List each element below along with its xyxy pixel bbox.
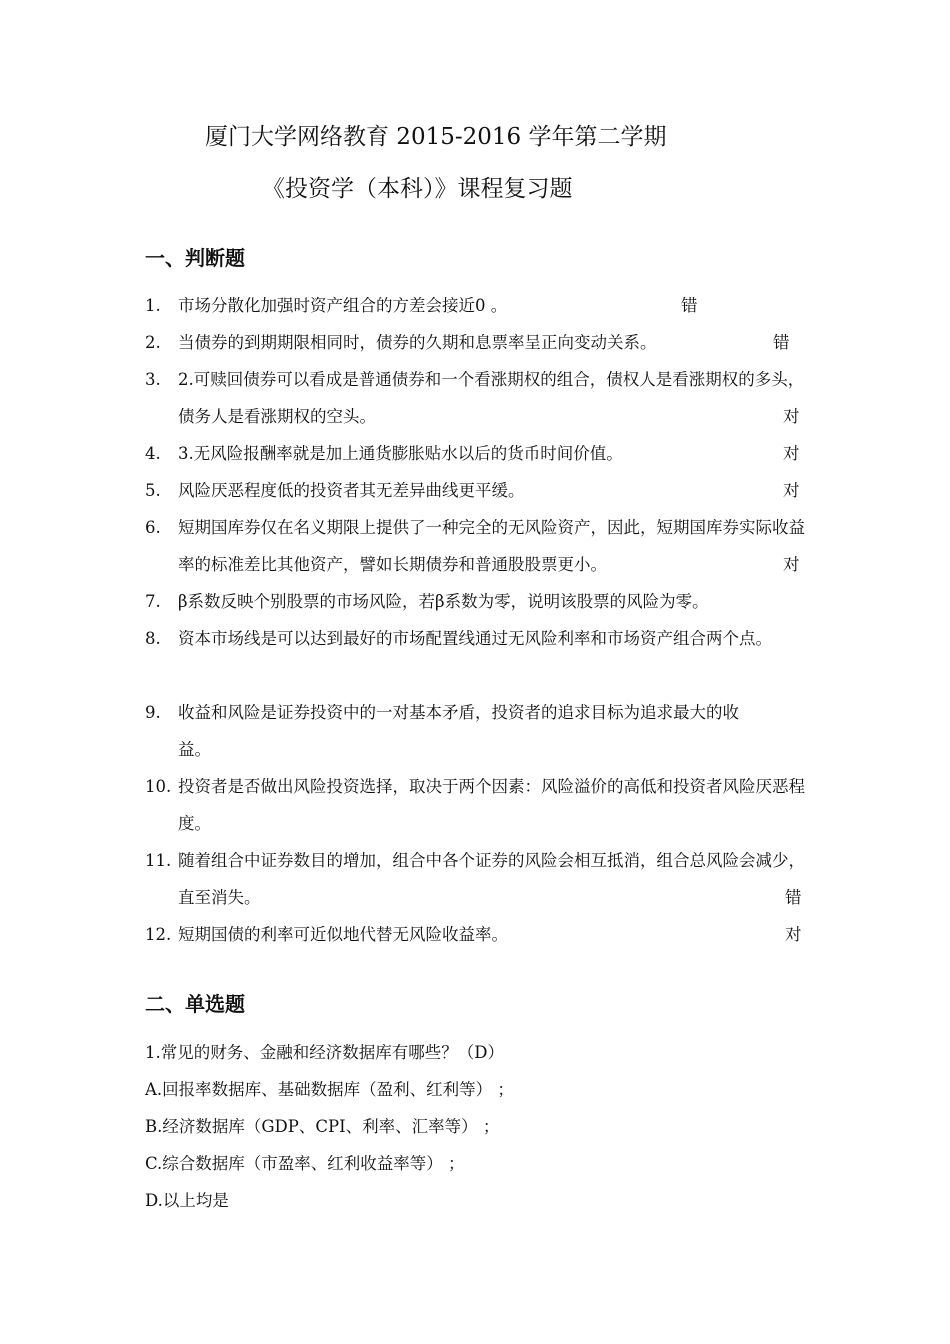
item-text: 短期国债的利率可近似地代替无风险收益率。: [178, 925, 508, 944]
item-answer: 对: [783, 444, 800, 463]
true-false-item: [145, 435, 810, 472]
item-answer: 对: [783, 407, 800, 426]
item-number: 6.: [145, 518, 161, 537]
item-text: 投资者是否做出风险投资选择，取决于两个因素：风险溢价的高低和投资者风险厌恶程度。: [178, 777, 805, 833]
item-text: 收益和风险是证券投资中的一对基本矛盾，投资者的追求目标为追求最大的收益。: [178, 703, 739, 759]
item-text: 短期国库券仅在名义期限上提供了一种完全的无风险资产，因此，短期国库券实际收益率的标准差比其他资产，譬如长期债券和普通股股票更小。: [178, 518, 805, 574]
item-text: 当债券的到期期限相同时，债券的久期和息票率呈正向变动关系。: [178, 333, 657, 352]
item-answer: 对: [783, 555, 800, 574]
item-number: 12.: [145, 925, 172, 944]
option-a: A.回报率数据库、基础数据库（盈利、红利等） ；: [145, 1080, 514, 1099]
item-text: 风险厌恶程度低的投资者其无差异曲线更平缓。: [178, 481, 525, 500]
item-number: 5.: [145, 481, 161, 500]
option-b: B.经济数据库（GDP、CPI、利率、汇率等） ；: [145, 1117, 500, 1136]
item-answer: 错: [773, 333, 790, 352]
item-number: 8.: [145, 629, 161, 648]
item-answer: 对: [783, 481, 800, 500]
item-number: 3.: [145, 370, 161, 389]
item-text: 随着组合中证券数目的增加，组合中各个证券的风险会相互抵消，组合总风险会减少，直至消失。: [178, 851, 805, 907]
true-false-item: [145, 583, 810, 620]
option-d: D.以上均是: [145, 1191, 229, 1210]
section-heading-single-choice: 二、单选题: [145, 992, 245, 1016]
item-number: 10.: [145, 777, 172, 796]
item-answer: 错: [681, 296, 698, 315]
true-false-item: [145, 694, 760, 768]
section-heading-true-false: 一、判断题: [145, 246, 245, 270]
document-title-line2: 《投资学（本科）》课程复习题: [262, 176, 573, 202]
item-number: 2.: [145, 333, 161, 352]
item-number: 1.: [145, 296, 161, 315]
true-false-item: [145, 361, 810, 435]
true-false-item: [145, 916, 810, 953]
true-false-item: [145, 324, 810, 361]
item-text: 市场分散化加强时资产组合的方差会接近0 。: [178, 296, 508, 315]
item-number: 9.: [145, 703, 161, 722]
true-false-item: [145, 472, 810, 509]
item-text: 3.无风险报酬率就是加上通货膨胀贴水以后的货币时间价值。: [178, 444, 623, 463]
item-text: β系数反映个别股票的市场风险，若β系数为零，说明该股票的风险为零。: [178, 592, 709, 611]
question-text: 1.常见的财务、金融和经济数据库有哪些？（D）: [145, 1043, 504, 1062]
true-false-item: [145, 287, 810, 324]
item-number: 7.: [145, 592, 161, 611]
document-title-line1: 厦门大学网络教育 2015-2016 学年第二学期: [205, 124, 667, 150]
item-number: 4.: [145, 444, 161, 463]
true-false-item: [145, 620, 810, 657]
true-false-item: [145, 842, 810, 916]
item-answer: 对: [785, 925, 802, 944]
item-answer: 错: [785, 888, 802, 907]
true-false-item: [145, 509, 810, 583]
item-number: 11.: [145, 851, 172, 870]
option-c: C.综合数据库（市盈率、红利收益率等） ；: [145, 1154, 465, 1173]
item-text: 2.可赎回债券可以看成是普通债券和一个看涨期权的组合，债权人是看涨期权的多头，债务人是看涨期权的空头。: [178, 370, 805, 426]
item-text: 资本市场线是可以达到最好的市场配置线通过无风险利率和市场资产组合两个点。: [178, 629, 772, 648]
true-false-item: [145, 768, 810, 842]
